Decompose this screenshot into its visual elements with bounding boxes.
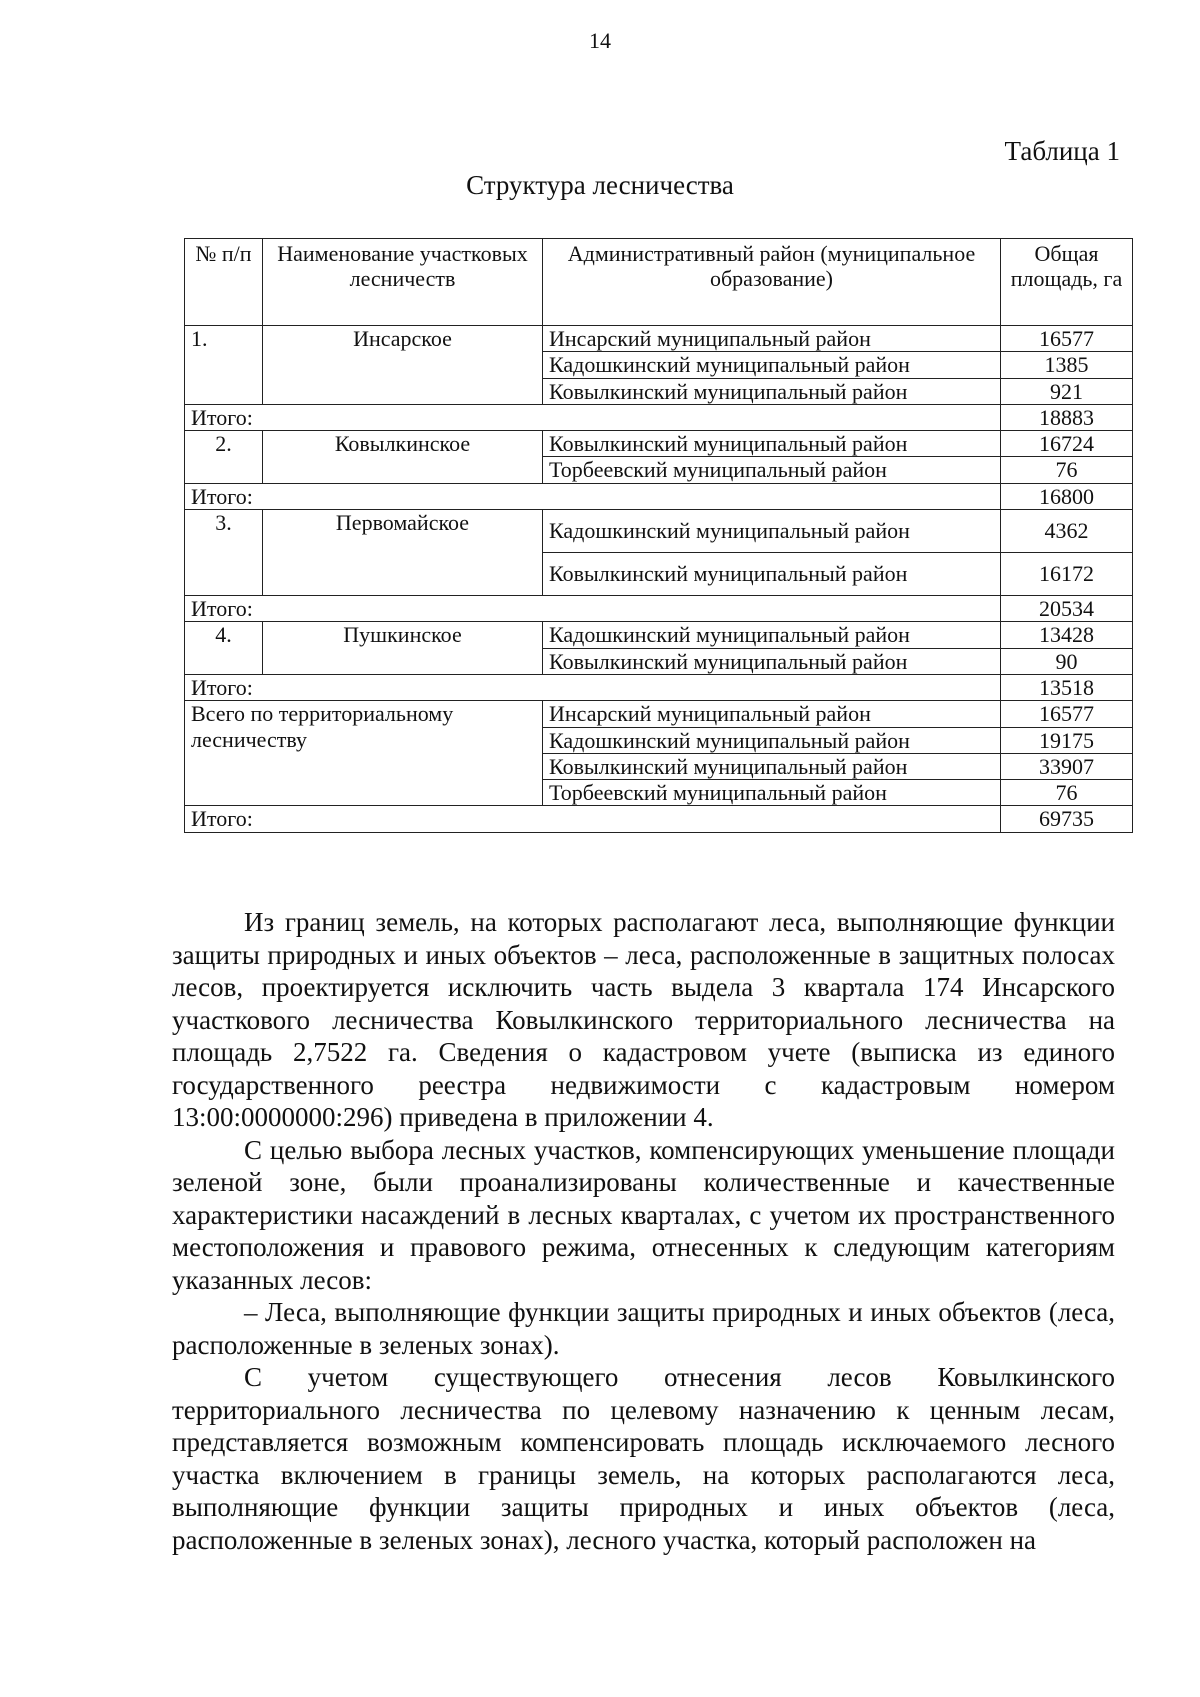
- area-cell: 16577: [1001, 326, 1133, 352]
- grand-total-label: Всего по территориальному лесничеству: [185, 701, 543, 806]
- header-name: Наименование участковых лесничеств: [263, 239, 543, 326]
- subtotal-row: [185, 596, 1133, 622]
- paragraph: С целью выбора лесных участков, компенсирующих уменьшение площади зеленой зоне, были проанализированы количественные и качественные характеристики насаждений в лесных кварталах, с учетом их пространственного местоположения и правового режима, отнесенных к следующим категориям указанных лесов:: [172, 1134, 1115, 1295]
- table-row: [185, 431, 1133, 457]
- district-cell: Торбеевский муниципальный район: [543, 780, 1001, 806]
- table-row: [185, 622, 1133, 648]
- table-header-row: [185, 239, 1133, 326]
- area-cell: 1385: [1001, 352, 1133, 378]
- subtotal-label: Итого:: [185, 483, 1001, 509]
- area-cell: 76: [1001, 780, 1133, 806]
- row-num: 4.: [185, 622, 263, 675]
- row-num: 1.: [185, 326, 263, 405]
- body-text: [172, 906, 1115, 1556]
- table-row: [185, 326, 1133, 352]
- grand-total-caption: Итого:: [185, 806, 1001, 832]
- subtotal-label: Итого:: [185, 596, 1001, 622]
- header-num: № п/п: [185, 239, 263, 326]
- header-district: Административный район (муниципальное образование): [543, 239, 1001, 326]
- area-cell: 33907: [1001, 753, 1133, 779]
- area-cell: 16724: [1001, 431, 1133, 457]
- area-cell: 19175: [1001, 727, 1133, 753]
- district-cell: Инсарский муниципальный район: [543, 326, 1001, 352]
- paragraph: С учетом существующего отнесения лесов Ковылкинского территориального лесничества по целевому назначению к ценным лесам, представляется возможным компенсировать площадь исключаемого лесного участка включением в границы земель, на которых располагаются леса, выполняющие функции защиты природных и иных объектов (леса, расположенные в зеленых зонах), лесного участка, который расположен на: [172, 1362, 1115, 1555]
- area-cell: 16172: [1001, 553, 1133, 596]
- district-cell: Ковылкинский муниципальный район: [543, 431, 1001, 457]
- area-cell: 13428: [1001, 622, 1133, 648]
- row-num: 3.: [185, 510, 263, 596]
- forestry-structure-table: [184, 238, 1133, 833]
- subtotal-value: 18883: [1001, 404, 1133, 430]
- subtotal-value: 13518: [1001, 674, 1133, 700]
- district-cell: Ковылкинский муниципальный район: [543, 753, 1001, 779]
- table-title: Структура лесничества: [466, 170, 734, 200]
- area-cell: 76: [1001, 457, 1133, 483]
- table-row: [185, 510, 1133, 553]
- area-cell: 921: [1001, 378, 1133, 404]
- area-cell: 16577: [1001, 701, 1133, 727]
- district-cell: Ковылкинский муниципальный район: [543, 553, 1001, 596]
- district-cell: Ковылкинский муниципальный район: [543, 648, 1001, 674]
- paragraph: – Леса, выполняющие функции защиты природных и иных объектов (леса, расположенные в зеленых зонах).: [172, 1297, 1115, 1360]
- district-cell: Кадошкинский муниципальный район: [543, 622, 1001, 648]
- area-cell: 4362: [1001, 510, 1133, 553]
- subtotal-label: Итого:: [185, 404, 1001, 430]
- forestry-name: Первомайское: [263, 510, 543, 596]
- subtotal-row: [185, 404, 1133, 430]
- grand-total-value: 69735: [1001, 806, 1133, 832]
- page-number: 14: [589, 28, 611, 53]
- district-cell: Ковылкинский муниципальный район: [543, 378, 1001, 404]
- forestry-name: Пушкинское: [263, 622, 543, 675]
- forestry-name: Инсарское: [263, 326, 543, 405]
- subtotal-value: 16800: [1001, 483, 1133, 509]
- subtotal-label: Итого:: [185, 674, 1001, 700]
- header-area: Общая площадь, га: [1001, 239, 1133, 326]
- forestry-name: Ковылкинское: [263, 431, 543, 484]
- district-cell: Кадошкинский муниципальный район: [543, 510, 1001, 553]
- area-cell: 90: [1001, 648, 1133, 674]
- district-cell: Инсарский муниципальный район: [543, 701, 1001, 727]
- subtotal-value: 20534: [1001, 596, 1133, 622]
- subtotal-row: [185, 483, 1133, 509]
- district-cell: Торбеевский муниципальный район: [543, 457, 1001, 483]
- subtotal-row: [185, 674, 1133, 700]
- district-cell: Кадошкинский муниципальный район: [543, 352, 1001, 378]
- grand-total-row: [185, 806, 1133, 832]
- table-row: [185, 701, 1133, 727]
- table-label: Таблица 1: [1004, 136, 1120, 166]
- row-num: 2.: [185, 431, 263, 484]
- paragraph: Из границ земель, на которых располагают леса, выполняющие функции защиты природных и иных объектов – леса, расположенные в защитных полосах лесов, проектируется исключить часть выдела 3 квартала 174 Инсарского участкового лесничества Ковылкинского территориального лесничества на площадь 2,7522 га. Сведения о кадастровом учете (выписка из единого государственного реестра недвижимости с кадастровым номером 13:00:0000000:296) приведена в приложении 4.: [172, 907, 1115, 1132]
- district-cell: Кадошкинский муниципальный район: [543, 727, 1001, 753]
